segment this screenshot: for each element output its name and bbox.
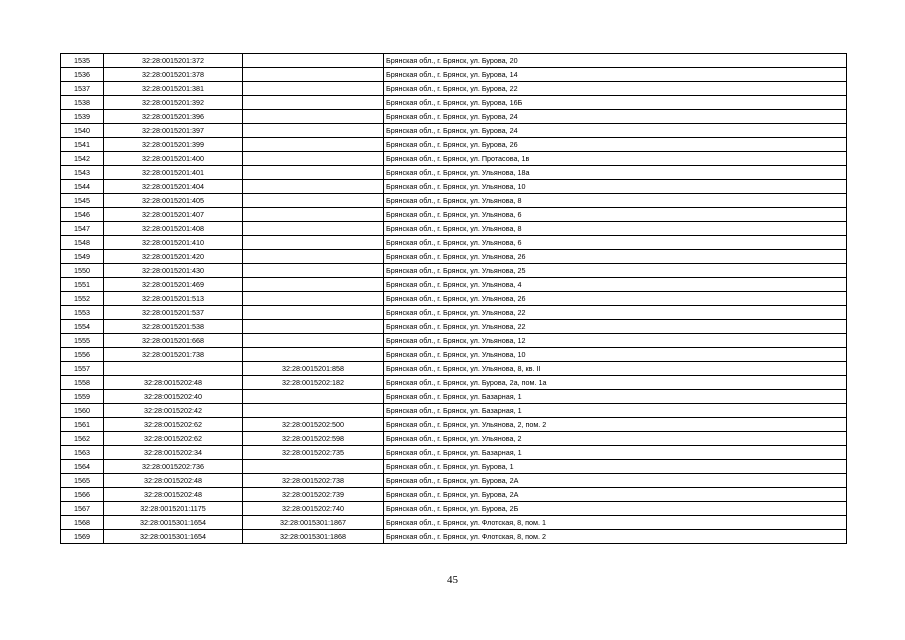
table-row [61,404,847,418]
row-number-cell: 1562 [61,432,104,446]
related-cadastral-number-cell [243,236,384,250]
address-cell: Брянская обл., г. Брянск, ул. Базарная, 1 [384,390,847,404]
row-number-cell: 1536 [61,68,104,82]
address-cell: Брянская обл., г. Брянск, ул. Ульянова, 26 [384,250,847,264]
row-number-cell: 1540 [61,124,104,138]
address-cell: Брянская обл., г. Брянск, ул. Ульянова, 8, кв. II [384,362,847,376]
row-number-cell: 1537 [61,82,104,96]
table-row [61,124,847,138]
cadastral-number-cell: 32:28:0015201:397 [104,124,243,138]
table-row [61,376,847,390]
related-cadastral-number-cell [243,194,384,208]
address-cell: Брянская обл., г. Брянск, ул. Бурова, 26 [384,138,847,152]
related-cadastral-number-cell [243,68,384,82]
cadastral-number-cell: 32:28:0015201:538 [104,320,243,334]
cadastral-number-cell: 32:28:0015202:48 [104,474,243,488]
cadastral-number-cell: 32:28:0015201:407 [104,208,243,222]
related-cadastral-number-cell [243,390,384,404]
cadastral-number-cell: 32:28:0015202:34 [104,446,243,460]
related-cadastral-number-cell [243,152,384,166]
cadastral-number-cell: 32:28:0015301:1654 [104,516,243,530]
row-number-cell: 1554 [61,320,104,334]
row-number-cell: 1567 [61,502,104,516]
address-cell: Брянская обл., г. Брянск, ул. Бурова, 24 [384,124,847,138]
table-row [61,334,847,348]
related-cadastral-number-cell [243,110,384,124]
address-cell: Брянская обл., г. Брянск, ул. Ульянова, 22 [384,306,847,320]
cadastral-number-cell: 32:28:0015202:736 [104,460,243,474]
cadastral-number-cell: 32:28:0015202:62 [104,418,243,432]
cadastral-number-cell: 32:28:0015202:48 [104,488,243,502]
address-cell: Брянская обл., г. Брянск, ул. Бурова, 2А [384,488,847,502]
address-cell: Брянская обл., г. Брянск, ул. Базарная, 1 [384,446,847,460]
cadastral-number-cell: 32:28:0015201:537 [104,306,243,320]
row-number-cell: 1549 [61,250,104,264]
table-row [61,222,847,236]
row-number-cell: 1563 [61,446,104,460]
related-cadastral-number-cell [243,124,384,138]
related-cadastral-number-cell [243,460,384,474]
address-cell: Брянская обл., г. Брянск, ул. Бурова, 20 [384,54,847,68]
related-cadastral-number-cell [243,138,384,152]
related-cadastral-number-cell [243,334,384,348]
cadastral-number-cell [104,362,243,376]
table-row [61,180,847,194]
table-row [61,264,847,278]
related-cadastral-number-cell: 32:28:0015201:858 [243,362,384,376]
row-number-cell: 1551 [61,278,104,292]
table-row [61,460,847,474]
address-cell: Брянская обл., г. Брянск, ул. Ульянова, 6 [384,236,847,250]
related-cadastral-number-cell [243,54,384,68]
row-number-cell: 1541 [61,138,104,152]
table-row [61,320,847,334]
related-cadastral-number-cell [243,96,384,110]
related-cadastral-number-cell [243,180,384,194]
address-cell: Брянская обл., г. Брянск, ул. Ульянова, 6 [384,208,847,222]
table-row [61,250,847,264]
related-cadastral-number-cell [243,222,384,236]
related-cadastral-number-cell: 32:28:0015202:739 [243,488,384,502]
address-cell: Брянская обл., г. Брянск, ул. Бурова, 22 [384,82,847,96]
address-cell: Брянская обл., г. Брянск, ул. Бурова, 16Б [384,96,847,110]
address-cell: Брянская обл., г. Брянск, ул. Ульянова, 10 [384,180,847,194]
table-row [61,110,847,124]
address-cell: Брянская обл., г. Брянск, ул. Ульянова, 10 [384,348,847,362]
cadastral-number-cell: 32:28:0015201:420 [104,250,243,264]
related-cadastral-number-cell: 32:28:0015202:500 [243,418,384,432]
address-cell: Брянская обл., г. Брянск, ул. Ульянова, 22 [384,320,847,334]
address-cell: Брянская обл., г. Брянск, ул. Протасова, 1в [384,152,847,166]
address-cell: Брянская обл., г. Брянск, ул. Бурова, 2А [384,474,847,488]
related-cadastral-number-cell: 32:28:0015202:738 [243,474,384,488]
cadastral-number-cell: 32:28:0015202:42 [104,404,243,418]
cadastral-number-cell: 32:28:0015201:399 [104,138,243,152]
table-row [61,474,847,488]
row-number-cell: 1564 [61,460,104,474]
cadastral-number-cell: 32:28:0015201:405 [104,194,243,208]
address-cell: Брянская обл., г. Брянск, ул. Бурова, 14 [384,68,847,82]
related-cadastral-number-cell: 32:28:0015202:740 [243,502,384,516]
table-row [61,292,847,306]
row-number-cell: 1555 [61,334,104,348]
table-row [61,488,847,502]
related-cadastral-number-cell [243,306,384,320]
address-cell: Брянская обл., г. Брянск, ул. Бурова, 2а, пом. 1а [384,376,847,390]
related-cadastral-number-cell [243,348,384,362]
related-cadastral-number-cell: 32:28:0015301:1867 [243,516,384,530]
row-number-cell: 1565 [61,474,104,488]
cadastral-number-cell: 32:28:0015201:408 [104,222,243,236]
related-cadastral-number-cell: 32:28:0015202:598 [243,432,384,446]
table-row [61,194,847,208]
row-number-cell: 1553 [61,306,104,320]
address-cell: Брянская обл., г. Брянск, ул. Бурова, 24 [384,110,847,124]
related-cadastral-number-cell [243,292,384,306]
table-row [61,530,847,544]
table-row [61,138,847,152]
related-cadastral-number-cell [243,320,384,334]
cadastral-number-cell: 32:28:0015201:1175 [104,502,243,516]
table-row [61,446,847,460]
related-cadastral-number-cell: 32:28:0015202:735 [243,446,384,460]
related-cadastral-number-cell [243,250,384,264]
address-cell: Брянская обл., г. Брянск, ул. Ульянова, 12 [384,334,847,348]
address-cell: Брянская обл., г. Брянск, ул. Ульянова, 2, пом. 2 [384,418,847,432]
registry-table-body [61,54,847,544]
table-row [61,166,847,180]
address-cell: Брянская обл., г. Брянск, ул. Флотская, 8, пом. 2 [384,530,847,544]
row-number-cell: 1550 [61,264,104,278]
cadastral-number-cell: 32:28:0015201:410 [104,236,243,250]
related-cadastral-number-cell [243,208,384,222]
table-row [61,236,847,250]
cadastral-number-cell: 32:28:0015201:430 [104,264,243,278]
page-number: 45 [447,574,458,586]
row-number-cell: 1560 [61,404,104,418]
row-number-cell: 1557 [61,362,104,376]
row-number-cell: 1539 [61,110,104,124]
address-cell: Брянская обл., г. Брянск, ул. Базарная, 1 [384,404,847,418]
related-cadastral-number-cell: 32:28:0015301:1868 [243,530,384,544]
cadastral-number-cell: 32:28:0015201:404 [104,180,243,194]
related-cadastral-number-cell: 32:28:0015202:182 [243,376,384,390]
table-row [61,348,847,362]
related-cadastral-number-cell [243,166,384,180]
table-row [61,516,847,530]
table-row [61,68,847,82]
table-row [61,152,847,166]
address-cell: Брянская обл., г. Брянск, ул. Ульянова, 4 [384,278,847,292]
table-row [61,208,847,222]
row-number-cell: 1546 [61,208,104,222]
row-number-cell: 1535 [61,54,104,68]
row-number-cell: 1548 [61,236,104,250]
cadastral-number-cell: 32:28:0015202:40 [104,390,243,404]
row-number-cell: 1561 [61,418,104,432]
table-row [61,390,847,404]
address-cell: Брянская обл., г. Брянск, ул. Ульянова, 26 [384,292,847,306]
cadastral-number-cell: 32:28:0015201:668 [104,334,243,348]
row-number-cell: 1543 [61,166,104,180]
cadastral-number-cell: 32:28:0015202:48 [104,376,243,390]
table-row [61,432,847,446]
registry-table [60,53,847,544]
row-number-cell: 1545 [61,194,104,208]
row-number-cell: 1558 [61,376,104,390]
row-number-cell: 1544 [61,180,104,194]
cadastral-number-cell: 32:28:0015201:396 [104,110,243,124]
row-number-cell: 1569 [61,530,104,544]
row-number-cell: 1542 [61,152,104,166]
row-number-cell: 1556 [61,348,104,362]
cadastral-number-cell: 32:28:0015201:381 [104,82,243,96]
row-number-cell: 1538 [61,96,104,110]
address-cell: Брянская обл., г. Брянск, ул. Ульянова, 2 [384,432,847,446]
row-number-cell: 1559 [61,390,104,404]
row-number-cell: 1552 [61,292,104,306]
cadastral-number-cell: 32:28:0015201:378 [104,68,243,82]
cadastral-number-cell: 32:28:0015201:372 [104,54,243,68]
related-cadastral-number-cell [243,404,384,418]
related-cadastral-number-cell [243,264,384,278]
table-row [61,306,847,320]
row-number-cell: 1547 [61,222,104,236]
cadastral-number-cell: 32:28:0015201:738 [104,348,243,362]
address-cell: Брянская обл., г. Брянск, ул. Бурова, 2Б [384,502,847,516]
address-cell: Брянская обл., г. Брянск, ул. Ульянова, 8 [384,222,847,236]
related-cadastral-number-cell [243,82,384,96]
address-cell: Брянская обл., г. Брянск, ул. Ульянова, 25 [384,264,847,278]
row-number-cell: 1566 [61,488,104,502]
address-cell: Брянская обл., г. Брянск, ул. Флотская, 8, пом. 1 [384,516,847,530]
address-cell: Брянская обл., г. Брянск, ул. Ульянова, 8 [384,194,847,208]
table-row [61,502,847,516]
table-row [61,278,847,292]
cadastral-number-cell: 32:28:0015201:401 [104,166,243,180]
cadastral-number-cell: 32:28:0015201:392 [104,96,243,110]
table-row [61,54,847,68]
cadastral-number-cell: 32:28:0015201:400 [104,152,243,166]
address-cell: Брянская обл., г. Брянск, ул. Бурова, 1 [384,460,847,474]
address-cell: Брянская обл., г. Брянск, ул. Ульянова, 18а [384,166,847,180]
cadastral-number-cell: 32:28:0015201:469 [104,278,243,292]
cadastral-number-cell: 32:28:0015201:513 [104,292,243,306]
cadastral-number-cell: 32:28:0015202:62 [104,432,243,446]
related-cadastral-number-cell [243,278,384,292]
table-row [61,362,847,376]
table-row [61,418,847,432]
cadastral-number-cell: 32:28:0015301:1654 [104,530,243,544]
table-row [61,82,847,96]
table-row [61,96,847,110]
row-number-cell: 1568 [61,516,104,530]
